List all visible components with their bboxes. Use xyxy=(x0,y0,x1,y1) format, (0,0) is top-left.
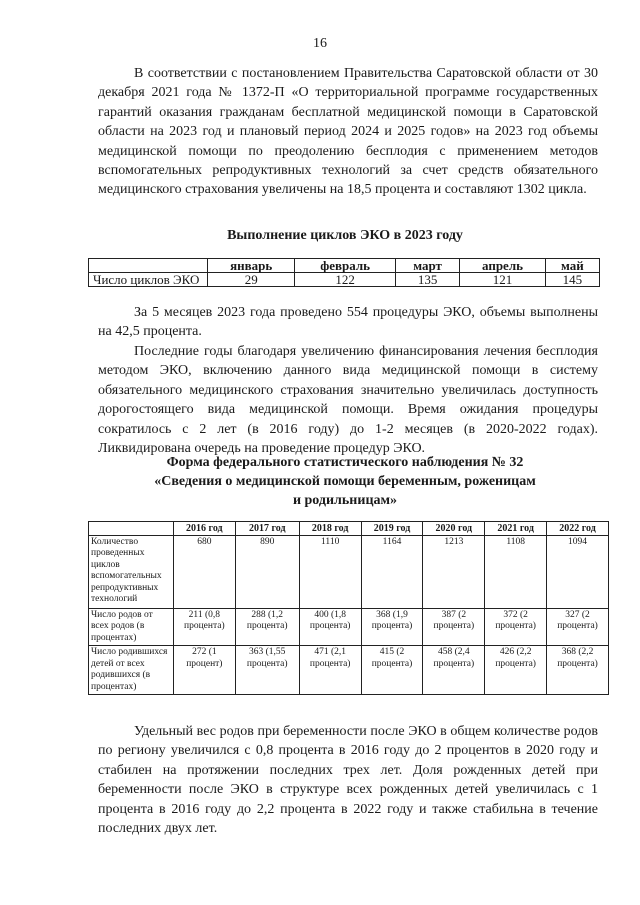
form-heading-line: Форма федерального статистического наблюдения № 32 xyxy=(166,455,524,470)
eko-value-cell: 122 xyxy=(295,273,395,287)
year-header: 2018 год xyxy=(299,522,361,536)
eko-month-header: февраль xyxy=(295,259,395,273)
form-heading xyxy=(90,453,600,510)
eko-row-label: Число циклов ЭКО xyxy=(89,273,208,287)
row-label: Число родов от всех родов (в процентах) xyxy=(89,608,174,646)
paragraph-availability: Последние годы благодаря увеличению финансирования лечения бесплодия методом ЭКО, включению данного вида медицинской помощи в систему обязательного медицинского страхования значительно увеличилась доступность дорогостоящего вида медицинской помощи. Время ожидания процедуры сократилось с 2 лет (в 2016 году) до 1-2 месяцев (в 2020-2022 годах). Ликвидирована очередь на проведение процедур ЭКО. xyxy=(98,344,598,457)
table-cell: 363 (1,55 процента) xyxy=(235,646,299,695)
table-cell: 368 (2,2 процента) xyxy=(547,646,609,695)
page-number: 16 xyxy=(313,36,327,51)
table-cell: 372 (2 процента) xyxy=(485,608,547,646)
eko-value-cell: 135 xyxy=(395,273,459,287)
table-cell: 211 (0,8 процента) xyxy=(174,608,236,646)
table-row xyxy=(89,608,609,646)
eko-month-header: апрель xyxy=(460,259,545,273)
year-header: 2020 год xyxy=(423,522,485,536)
year-header: 2019 год xyxy=(361,522,423,536)
row-label: Число родившихся детей от всех родившихся (в процентах) xyxy=(89,646,174,695)
table-cell: 1094 xyxy=(547,535,609,608)
table-cell: 1164 xyxy=(361,535,423,608)
eko-value-cell: 145 xyxy=(545,273,599,287)
stat-table xyxy=(88,521,609,695)
table-cell: 1110 xyxy=(299,535,361,608)
final-paragraph: Удельный вес родов при беременности после ЭКО в общем количестве родов по региону увеличился с 0,8 процента в 2016 году до 2 процентов в 2020 году и стабилен на протяжении последних трех лет. Доля рожденных детей при беременности после ЭКО в структуре всех рожденных детей увеличилась с 1 процента в 2016 году до 2,2 процента в 2022 году и также стабильна в течение последних двух лет. xyxy=(98,724,598,837)
eko-table-title: Выполнение циклов ЭКО в 2023 году xyxy=(227,228,463,243)
year-header: 2016 год xyxy=(174,522,236,536)
table-cell: 458 (2,4 процента) xyxy=(423,646,485,695)
eko-value-cell: 29 xyxy=(208,273,295,287)
table-cell: 272 (1 процент) xyxy=(174,646,236,695)
table-cell: 415 (2 процента) xyxy=(361,646,423,695)
stat-table-corner xyxy=(89,522,174,536)
year-header: 2022 год xyxy=(547,522,609,536)
table-cell: 1108 xyxy=(485,535,547,608)
table-cell: 1213 xyxy=(423,535,485,608)
table-cell: 890 xyxy=(235,535,299,608)
table-cell: 426 (2,2 процента) xyxy=(485,646,547,695)
year-header: 2017 год xyxy=(235,522,299,536)
form-heading-line: и родильницам» xyxy=(292,493,398,508)
table-row xyxy=(89,646,609,695)
table-cell: 400 (1,8 процента) xyxy=(299,608,361,646)
eko-month-header: май xyxy=(545,259,599,273)
table-cell: 327 (2 процента) xyxy=(547,608,609,646)
table-cell: 680 xyxy=(174,535,236,608)
eko-month-header: январь xyxy=(208,259,295,273)
table-cell: 368 (1,9 процента) xyxy=(361,608,423,646)
row-label: Количество проведенных циклов вспомогательных репродуктивных технологий xyxy=(89,535,174,608)
table-cell: 288 (1,2 процента) xyxy=(235,608,299,646)
table-row xyxy=(89,535,609,608)
year-header: 2021 год xyxy=(485,522,547,536)
eko-cycles-table xyxy=(88,258,600,287)
table-cell: 387 (2 процента) xyxy=(423,608,485,646)
eko-month-header: март xyxy=(395,259,459,273)
eko-value-cell: 121 xyxy=(460,273,545,287)
eko-table-corner xyxy=(89,259,208,273)
table-cell: 471 (2,1 процента) xyxy=(299,646,361,695)
stat-table-header-row xyxy=(89,522,609,536)
intro-paragraph: В соответствии с постановлением Правительства Саратовской области от 30 декабря 2021 года № 1372-П «О территориальной программе государственных гарантий оказания гражданам бесплатной медицинской помощи в Саратовской области на 2023 год и плановый период 2024 и 2025 годов» на 2023 год объемы медицинской помощи по преодолению бесплодия с применением методов вспомогательных репродуктивных технологий за счет средств обязательного медицинского страхования увеличены на 18,5 процента и составляют 1302 цикла. xyxy=(98,66,598,198)
eko-table-header-row xyxy=(89,259,600,273)
form-heading-line: «Сведения о медицинской помощи беременным, роженицам xyxy=(154,474,536,489)
eko-table-row xyxy=(89,273,600,287)
paragraph-results: За 5 месяцев 2023 года проведено 554 процедуры ЭКО, объемы выполнены на 42,5 процента. xyxy=(98,305,598,340)
